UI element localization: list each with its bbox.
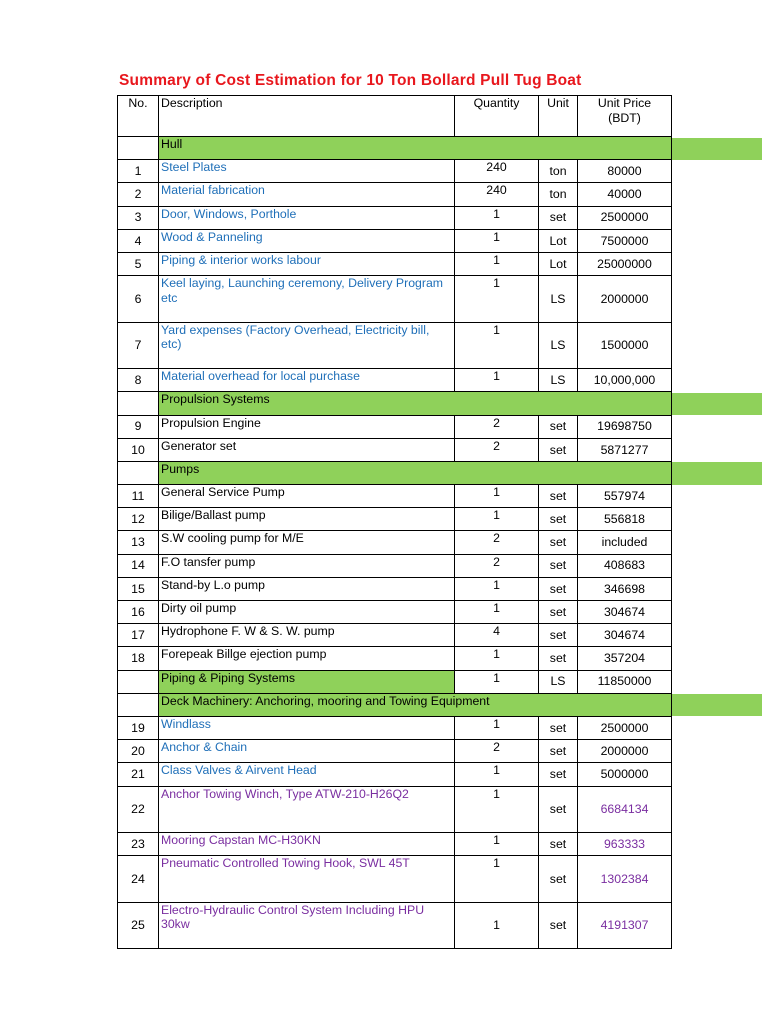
quantity-cell: 4 [455, 624, 539, 647]
unit-cell: set [539, 577, 578, 600]
unit-price-cell: 7500000 [578, 229, 672, 252]
unit-cell: ton [539, 183, 578, 206]
quantity-cell: 240 [455, 183, 539, 206]
unit-cell: set [539, 624, 578, 647]
quantity-cell: 2 [455, 531, 539, 554]
item-description: F.O tansfer pump [159, 554, 455, 577]
table-row [118, 369, 672, 392]
item-description: Forepeak Billge ejection pump [159, 647, 455, 670]
item-description: Electro-Hydraulic Control System Including HPU 30kw [159, 902, 455, 949]
quantity-cell: 1 [455, 577, 539, 600]
unit-cell: set [539, 438, 578, 461]
item-number: 9 [118, 415, 159, 438]
unit-price-cell: 557974 [578, 485, 672, 508]
item-number: 4 [118, 229, 159, 252]
table-row [118, 485, 672, 508]
unit-cell: set [539, 485, 578, 508]
item-number: 15 [118, 577, 159, 600]
item-number: 21 [118, 763, 159, 786]
unit-price-cell: 304674 [578, 601, 672, 624]
unit-price-cell: 19698750 [578, 415, 672, 438]
item-number: 10 [118, 438, 159, 461]
table-row [118, 647, 672, 670]
section-band-extension [672, 694, 763, 716]
section-title: Piping & Piping Systems [159, 670, 455, 693]
item-number: 17 [118, 624, 159, 647]
quantity-cell: 1 [455, 670, 539, 693]
table-row [118, 183, 672, 206]
page-title: Summary of Cost Estimation for 10 Ton Bollard Pull Tug Boat [119, 72, 582, 89]
quantity-cell: 2 [455, 438, 539, 461]
table-row [118, 763, 672, 786]
header-quantity: Quantity [455, 96, 539, 137]
table-row [118, 601, 672, 624]
item-description: Material overhead for local purchase [159, 369, 455, 392]
section-row [118, 461, 672, 484]
section-row [118, 392, 672, 415]
section-no-cell [118, 670, 159, 693]
table-row [118, 786, 672, 833]
unit-cell: set [539, 508, 578, 531]
item-number: 2 [118, 183, 159, 206]
table-row [118, 438, 672, 461]
item-description: Propulsion Engine [159, 415, 455, 438]
unit-price-cell: 5000000 [578, 763, 672, 786]
unit-price-cell: 1302384 [578, 856, 672, 903]
item-description: Generator set [159, 438, 455, 461]
item-number: 24 [118, 856, 159, 903]
item-description: Steel Plates [159, 160, 455, 183]
section-band-extension [672, 138, 763, 160]
unit-cell: set [539, 415, 578, 438]
quantity-cell: 1 [455, 856, 539, 903]
table-header-row [118, 96, 672, 137]
unit-price-cell: 40000 [578, 183, 672, 206]
item-description: Class Valves & Airvent Head [159, 763, 455, 786]
section-no-cell [118, 461, 159, 484]
quantity-cell: 1 [455, 369, 539, 392]
item-number: 22 [118, 786, 159, 833]
unit-price-cell: 6684134 [578, 786, 672, 833]
unit-cell: Lot [539, 252, 578, 275]
item-description: Hydrophone F. W & S. W. pump [159, 624, 455, 647]
table-row [118, 322, 672, 369]
item-number: 14 [118, 554, 159, 577]
table-row [118, 206, 672, 229]
unit-cell: set [539, 206, 578, 229]
header-no: No. [118, 96, 159, 137]
section-no-cell [118, 392, 159, 415]
unit-cell: LS [539, 670, 578, 693]
unit-price-cell: 2500000 [578, 716, 672, 739]
item-description: S.W cooling pump for M/E [159, 531, 455, 554]
item-number: 20 [118, 740, 159, 763]
section-row [118, 670, 672, 693]
quantity-cell: 1 [455, 763, 539, 786]
unit-cell: LS [539, 369, 578, 392]
unit-cell: Lot [539, 229, 578, 252]
item-number: 25 [118, 902, 159, 949]
table-row [118, 740, 672, 763]
table-row [118, 508, 672, 531]
unit-cell: set [539, 601, 578, 624]
quantity-cell: 1 [455, 322, 539, 369]
unit-cell: set [539, 740, 578, 763]
item-description: Keel laying, Launching ceremony, Delivery Program etc [159, 276, 455, 323]
section-title: Deck Machinery: Anchoring, mooring and Towing Equipment [159, 693, 672, 716]
quantity-cell: 1 [455, 833, 539, 856]
section-title: Hull [159, 137, 672, 160]
item-number: 1 [118, 160, 159, 183]
quantity-cell: 2 [455, 740, 539, 763]
quantity-cell: 1 [455, 206, 539, 229]
table-row [118, 833, 672, 856]
item-number: 18 [118, 647, 159, 670]
unit-price-cell: 10,000,000 [578, 369, 672, 392]
quantity-cell: 1 [455, 252, 539, 275]
unit-cell: LS [539, 322, 578, 369]
table-row [118, 415, 672, 438]
unit-price-cell: 2500000 [578, 206, 672, 229]
section-title: Pumps [159, 461, 672, 484]
unit-price-cell: 5871277 [578, 438, 672, 461]
section-row [118, 693, 672, 716]
unit-cell: set [539, 902, 578, 949]
item-description: Bilige/Ballast pump [159, 508, 455, 531]
item-description: Dirty oil pump [159, 601, 455, 624]
unit-price-cell: 2000000 [578, 276, 672, 323]
table-row [118, 716, 672, 739]
section-no-cell [118, 137, 159, 160]
section-row [118, 137, 672, 160]
table-row [118, 531, 672, 554]
item-number: 19 [118, 716, 159, 739]
table-row [118, 902, 672, 949]
table-row [118, 577, 672, 600]
unit-cell: set [539, 833, 578, 856]
quantity-cell: 240 [455, 160, 539, 183]
unit-cell: set [539, 763, 578, 786]
item-description: Piping & interior works labour [159, 252, 455, 275]
item-number: 13 [118, 531, 159, 554]
header-description: Description [159, 96, 455, 137]
quantity-cell: 1 [455, 229, 539, 252]
item-number: 23 [118, 833, 159, 856]
unit-cell: set [539, 856, 578, 903]
quantity-cell: 1 [455, 276, 539, 323]
unit-cell: set [539, 716, 578, 739]
section-no-cell [118, 693, 159, 716]
item-description: Anchor Towing Winch, Type ATW-210-H26Q2 [159, 786, 455, 833]
item-description: Yard expenses (Factory Overhead, Electricity bill, etc) [159, 322, 455, 369]
item-number: 11 [118, 485, 159, 508]
item-description: Stand-by L.o pump [159, 577, 455, 600]
table-row [118, 276, 672, 323]
unit-price-cell: 2000000 [578, 740, 672, 763]
unit-cell: set [539, 531, 578, 554]
table-row [118, 229, 672, 252]
unit-price-cell: 4191307 [578, 902, 672, 949]
item-description: Windlass [159, 716, 455, 739]
item-description: Pneumatic Controlled Towing Hook, SWL 45T [159, 856, 455, 903]
quantity-cell: 1 [455, 601, 539, 624]
unit-price-cell: 304674 [578, 624, 672, 647]
quantity-cell: 1 [455, 786, 539, 833]
quantity-cell: 2 [455, 554, 539, 577]
item-description: Wood & Panneling [159, 229, 455, 252]
item-description: Mooring Capstan MC-H30KN [159, 833, 455, 856]
quantity-cell: 2 [455, 415, 539, 438]
unit-price-cell: 408683 [578, 554, 672, 577]
unit-cell: set [539, 647, 578, 670]
item-number: 7 [118, 322, 159, 369]
item-description: General Service Pump [159, 485, 455, 508]
section-band-extension [672, 393, 763, 415]
item-number: 8 [118, 369, 159, 392]
item-number: 5 [118, 252, 159, 275]
unit-price-cell: 11850000 [578, 670, 672, 693]
unit-price-cell: 80000 [578, 160, 672, 183]
unit-cell: set [539, 554, 578, 577]
item-number: 3 [118, 206, 159, 229]
unit-cell: LS [539, 276, 578, 323]
item-number: 12 [118, 508, 159, 531]
unit-price-cell: 963333 [578, 833, 672, 856]
table-row [118, 624, 672, 647]
item-description: Material fabrication [159, 183, 455, 206]
unit-price-cell: 346698 [578, 577, 672, 600]
item-number: 6 [118, 276, 159, 323]
table-row [118, 160, 672, 183]
item-description: Door, Windows, Porthole [159, 206, 455, 229]
table-row [118, 252, 672, 275]
table-row [118, 554, 672, 577]
item-number: 16 [118, 601, 159, 624]
unit-price-cell: included [578, 531, 672, 554]
item-description: Anchor & Chain [159, 740, 455, 763]
unit-price-cell: 1500000 [578, 322, 672, 369]
unit-cell: ton [539, 160, 578, 183]
header-unit-price: Unit Price (BDT) [578, 96, 672, 137]
quantity-cell: 1 [455, 647, 539, 670]
unit-price-cell: 556818 [578, 508, 672, 531]
section-title: Propulsion Systems [159, 392, 672, 415]
quantity-cell: 1 [455, 508, 539, 531]
cost-estimation-table [117, 95, 672, 949]
quantity-cell: 1 [455, 485, 539, 508]
quantity-cell: 1 [455, 716, 539, 739]
header-unit: Unit [539, 96, 578, 137]
unit-cell: set [539, 786, 578, 833]
table-row [118, 856, 672, 903]
quantity-cell: 1 [455, 902, 539, 949]
unit-price-cell: 357204 [578, 647, 672, 670]
section-band-extension [672, 462, 763, 484]
unit-price-cell: 25000000 [578, 252, 672, 275]
